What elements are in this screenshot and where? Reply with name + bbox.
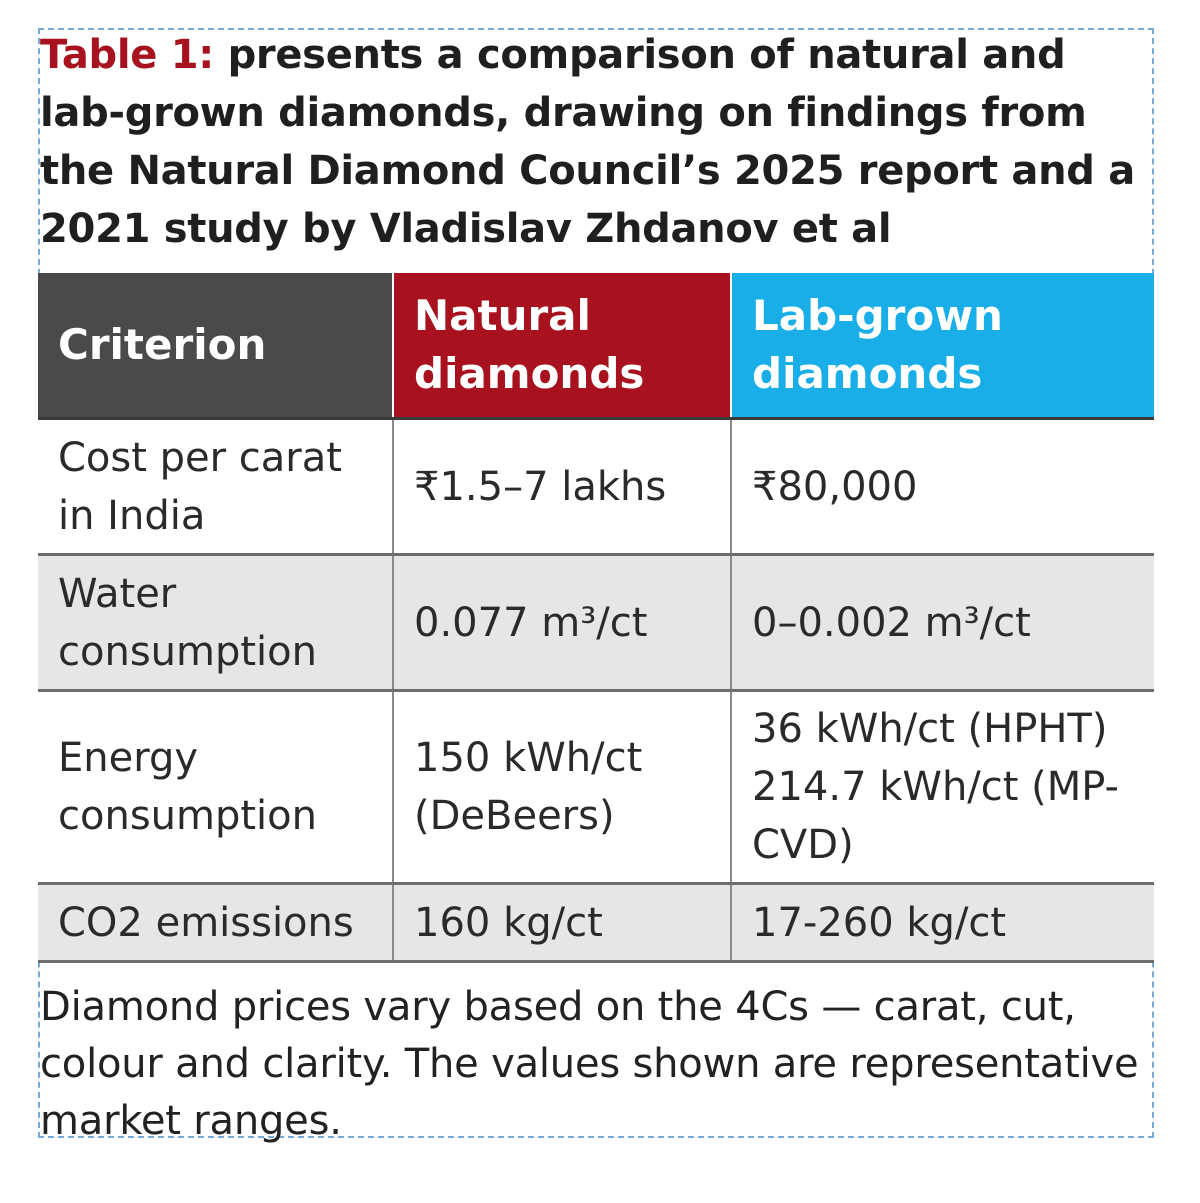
table-header-row [38,273,1154,419]
criterion-cell: Cost per carat in India [38,419,393,555]
comparison-table [38,273,1154,963]
lab-grown-value-cell: 36 kWh/ct (HPHT) 214.7 kWh/ct (MP-CVD) [731,691,1154,884]
lab-grown-value-cell: ₹80,000 [731,419,1154,555]
lab-grown-value-cell: 17-260 kg/ct [731,884,1154,962]
criterion-cell: CO2 emissions [38,884,393,962]
table-row [38,884,1154,962]
table-row [38,555,1154,691]
table-row [38,419,1154,555]
header-criterion: Criterion [38,273,393,419]
criterion-cell: Water consumption [38,555,393,691]
natural-value-cell: 0.077 m³/ct [393,555,731,691]
footnote: Diamond prices vary based on the 4Cs — carat, cut, colour and clarity. The values shown are representative market ranges. [40,984,1139,1144]
caption-label: Table 1: [40,32,214,78]
header-natural-diamonds: Natural diamonds [393,273,731,419]
caption-text: presents a comparison of natural and lab-grown diamonds, drawing on findings from the Natural Diamond Council’s 2025 report and a 2021 study by Vladislav Zhdanov et al [40,32,1135,252]
criterion-cell: Energy consumption [38,691,393,884]
natural-value-cell: ₹1.5–7 lakhs [393,419,731,555]
table-caption [40,26,1150,258]
header-lab-grown-diamonds: Lab-grown diamonds [731,273,1154,419]
lab-grown-value-cell: 0–0.002 m³/ct [731,555,1154,691]
natural-value-cell: 150 kWh/ct (DeBeers) [393,691,731,884]
table-row [38,691,1154,884]
natural-value-cell: 160 kg/ct [393,884,731,962]
